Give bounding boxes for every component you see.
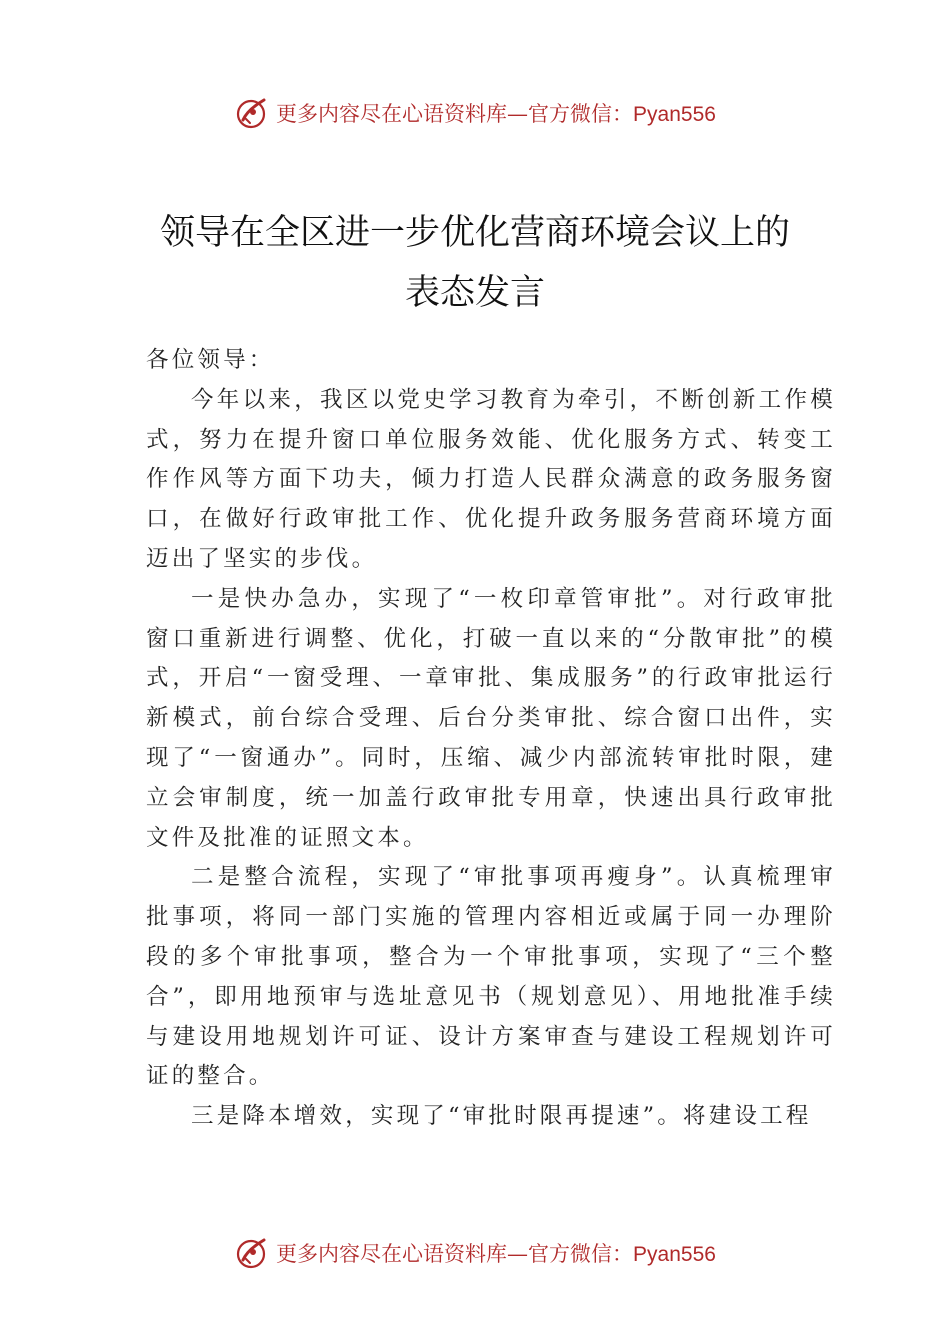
title-line-1: 领导在全区进一步优化营商环境会议上的 <box>159 213 790 254</box>
footer-banner-wechat-label: 官方微信： <box>528 1242 634 1266</box>
paragraph-point-2: 二是整合流程，实现了“审批事项再瘦身”。认真梳理审批事项，将同一部门实施的管理内容相近或属于同一办理阶段的多个审批事项，整合为一个审批事项，实现了“三个整合”，即用地预审与选址意见书（规划意见）、用地批准手续与建设用地规划许可证、设计方案审查与建设工程规划许可证的整合。 <box>146 864 836 1090</box>
paragraph-intro: 今年以来，我区以党史学习教育为牵引，不断创新工作模式，努力在提升窗口单位服务效能、优化服务方式、转变工作作风等方面下功夫，倾力打造人民群众满意的政务服务窗口，在做好行政审批工作、优化提升政务服务营商环境方面迈出了坚实的步伐。 <box>146 386 836 572</box>
header-banner-wechat-id: Pyan556 <box>633 103 716 126</box>
document-title <box>100 203 850 323</box>
footer-banner <box>0 1233 950 1273</box>
header-banner-wechat-label: 官方微信： <box>528 102 634 126</box>
document-body <box>146 341 836 1137</box>
footer-banner-text <box>276 1238 716 1268</box>
paragraph-point-3: 三是降本增效，实现了“审批时限再提速”。将建设工程 <box>191 1103 812 1130</box>
title-line-2: 表态发言 <box>404 273 545 314</box>
header-banner-dash: — <box>507 102 529 126</box>
footer-banner-wechat-id: Pyan556 <box>633 1243 716 1266</box>
paragraph-point-1: 一是快办急办，实现了“一枚印章管审批”。对行政审批窗口重新进行调整、优化，打破一直以来的“分散审批”的模式，开启“一窗受理、一章审批、集成服务”的行政审批运行新模式，前台综合受理、后台分类审批、综合窗口出件，实现了“一窗通办”。同时，压缩、减少内部流转审批时限，建立会审制度，统一加盖行政审批专用章，快速出具行政审批文件及批准的证照文本。 <box>146 585 836 851</box>
header-banner <box>0 93 950 133</box>
pen-logo-icon <box>234 95 270 131</box>
header-banner-main: 更多内容尽在心语资料库 <box>276 102 508 126</box>
pen-logo-icon <box>234 1235 270 1271</box>
footer-banner-main: 更多内容尽在心语资料库 <box>276 1242 508 1266</box>
header-banner-text <box>276 98 716 128</box>
salutation: 各位领导： <box>146 347 275 373</box>
footer-banner-dash: — <box>507 1242 529 1266</box>
